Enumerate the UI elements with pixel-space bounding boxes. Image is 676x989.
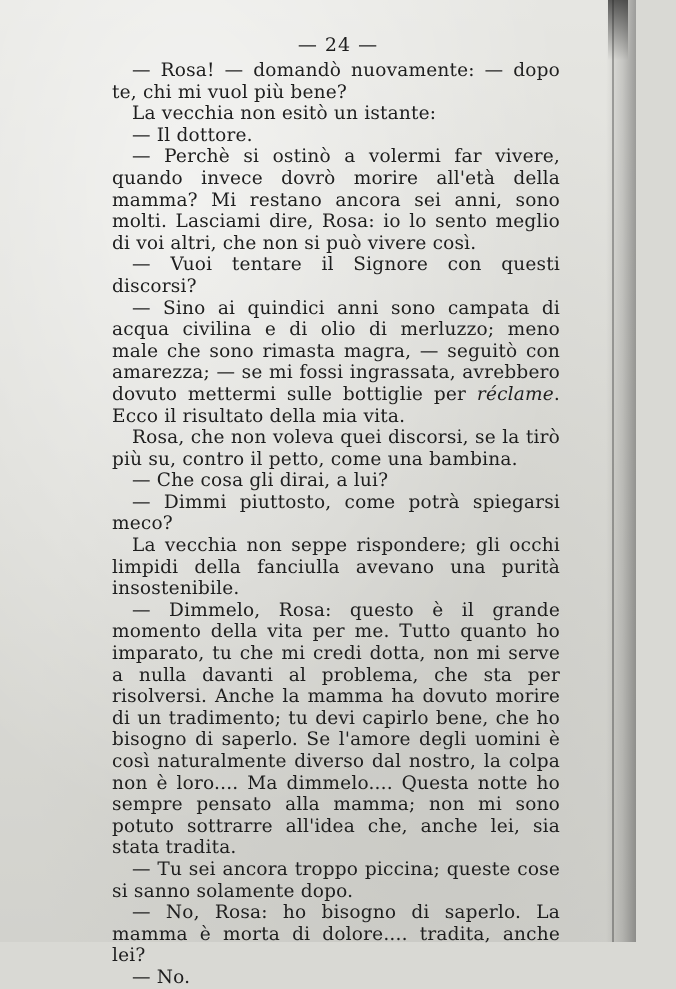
paragraph-14: — No.: [132, 966, 191, 988]
paragraph-9: — Dimmi piuttosto, come potrà spiegarsi meco?: [112, 491, 560, 535]
paragraph-11: — Dimmelo, Rosa: questo è il grande momento della vita per me. Tutto quanto ho imparato, tu che mi credi dotta, non mi serve a nulla davanti al problema, che sta per risolversi. Anche la mamma ha dovuto morire di un tradimento; tu devi capirlo bene, che ho bisogno di saperlo. Se l'amore degli uomini è così naturalmente diverso dal nostro, la colpa non è loro.... Ma dimmelo.... Questa notte ho sempre pensato alla mamma; non mi sono potuto sottrarre all'idea che, anche lei, sia stata tradita.: [112, 599, 560, 859]
paragraph-13: — No, Rosa: ho bisogno di saperlo. La mamma è morta di dolore.... tradita, anche lei?: [112, 902, 560, 967]
page-spine-shadow: [606, 0, 636, 942]
page-fold-line: [612, 0, 614, 942]
paragraph-7: Rosa, che non voleva quei discorsi, se la tirò più su, contro il petto, come una bambina.: [112, 427, 560, 470]
page-number: — 24 —: [297, 34, 379, 56]
paragraph-6-after: . Ecco il risultato della mia vita.: [112, 383, 560, 427]
paragraph-8: — Che cosa gli dirai, a lui?: [132, 470, 389, 492]
paragraph-6-before: — Sino ai quindici anni sono campata di acqua civilina e di olio di merluzzo; meno male che sono rimasta magra, — seguitò con amarezza; — se mi fossi ingrassata, avrebbero dovuto mettermi sulle bottiglie per: [112, 297, 560, 405]
paragraph-1: — Rosa! — domandò nuovamente: — dopo te, chi mi vuol più bene?: [112, 60, 560, 103]
paragraph-4: — Perchè si ostinò a volermi far vivere, quando invece dovrò morire all'età della mamma? Mi restano ancora sei anni, sono molti. Lasciami dire, Rosa: io lo sento meglio di voi altri, che non si può vivere così.: [112, 146, 560, 254]
paragraph-5: — Vuoi tentare il Signore con questi discorsi?: [112, 254, 560, 297]
paragraph-6: [112, 298, 560, 428]
paragraph-12: — Tu sei ancora troppo piccina; queste cose si sanno solamente dopo.: [112, 858, 560, 902]
paragraph-10: La vecchia non seppe rispondere; gli occhi limpidi della fanciulla avevano una purità insostenibile.: [112, 535, 560, 600]
body-text: [112, 60, 560, 989]
paragraph-6-italic: réclame: [476, 383, 554, 405]
paragraph-2: La vecchia non esitò un istante:: [132, 103, 437, 125]
paragraph-3: — Il dottore.: [132, 124, 253, 146]
